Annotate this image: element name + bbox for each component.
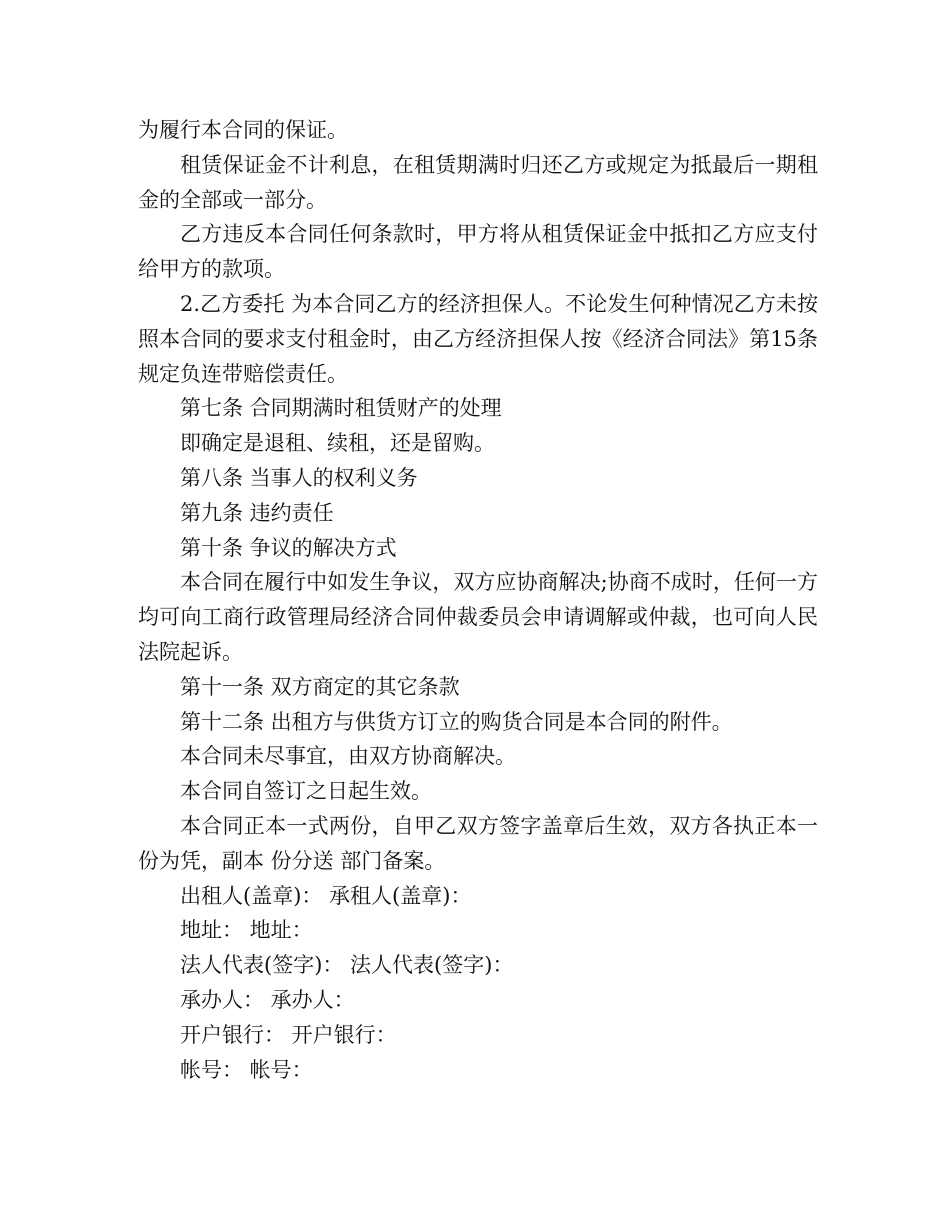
document-body (138, 113, 818, 1087)
signature-line-address: 地址： 地址： (180, 918, 313, 943)
paragraph-effective-date: 本合同自签订之日起生效。 (180, 779, 432, 804)
signature-line-seal: 出租人(盖章)： 承租人(盖章)： (180, 883, 472, 908)
signature-line-bank: 开户银行： 开户银行： (180, 1022, 397, 1047)
paragraph-guarantor: 2.乙方委托 为本合同乙方的经济担保人。不论发生何种情况乙方未按照本合同的要求支付租金时，由乙方经济担保人按《经济合同法》第15条规定负连带赔偿责任。 (138, 291, 818, 386)
paragraph-article-7: 即确定是退租、续租，还是留购。 (180, 431, 495, 456)
paragraph-deposit-interest: 租赁保证金不计利息，在租赁期满时归还乙方或规定为抵最后一期租金的全部或一部分。 (138, 152, 818, 212)
paragraph-deposit-deduction: 乙方违反本合同任何条款时，甲方将从租赁保证金中抵扣乙方应支付给甲方的款项。 (138, 222, 818, 282)
signature-line-agent: 承办人： 承办人： (180, 987, 355, 1012)
paragraph-copies: 本合同正本一式两份，自甲乙双方签字盖章后生效，双方各执正本一份为凭，副本 份分送 部门备案。 (138, 813, 818, 873)
article-7-heading: 第七条 合同期满时租赁财产的处理 (180, 396, 502, 421)
article-12-heading: 第十二条 出租方与供货方订立的购货合同是本合同的附件。 (180, 709, 733, 734)
article-8-heading: 第八条 当事人的权利义务 (180, 465, 418, 490)
article-10-heading: 第十条 争议的解决方式 (180, 535, 397, 560)
signature-line-legal-rep: 法人代表(签字)： 法人代表(签字)： (180, 953, 514, 978)
signature-line-account: 帐号： 帐号： (180, 1057, 313, 1082)
paragraph-unresolved-matters: 本合同未尽事宜，由双方协商解决。 (180, 744, 516, 769)
article-9-heading: 第九条 违约责任 (180, 500, 334, 525)
paragraph-continuation: 为履行本合同的保证。 (138, 118, 348, 142)
paragraph-dispute-resolution: 本合同在履行中如发生争议，双方应协商解决;协商不成时，任何一方均可向工商行政管理局经济合同仲裁委员会申请调解或仲裁，也可向人民法院起诉。 (138, 570, 818, 664)
article-11-heading: 第十一条 双方商定的其它条款 (180, 674, 460, 699)
